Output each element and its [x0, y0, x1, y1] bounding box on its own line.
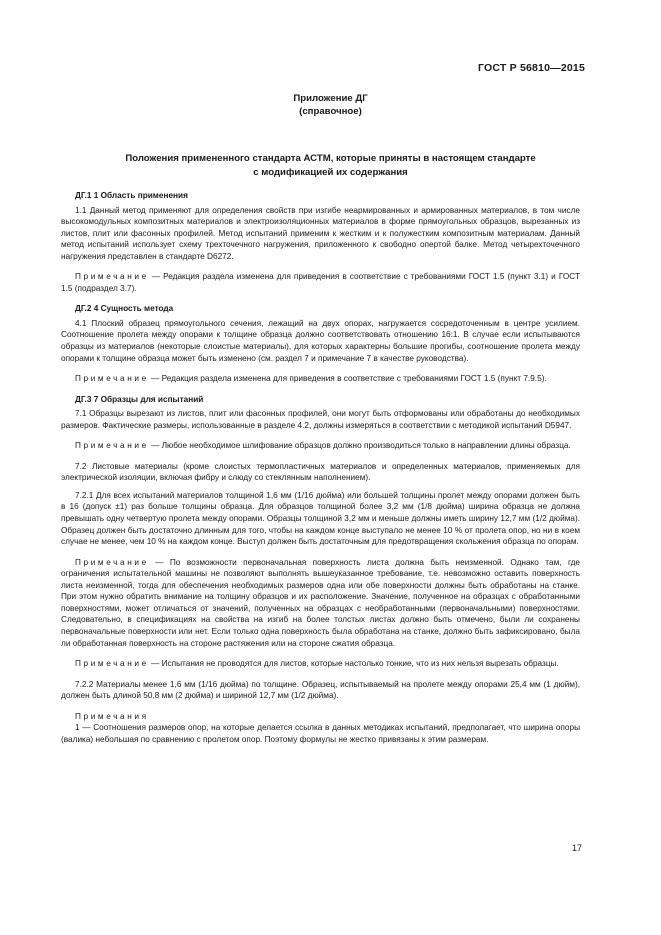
note-label: Примечание	[75, 557, 149, 567]
page-number: 17	[571, 843, 582, 853]
paragraph: 7.2.1 Для всех испытаний материалов толщиной 1,6 мм (1/16 дюйма) или большей толщины пролет между опорами должен быть в 16 (допуск ±1) раз больше толщины образца. Для образцов толщиной более 3,2 мм (1/8 дюйма) ширина образца не должна превышать одну четвертую пролета между опорами. Образцы толщиной 3,2 мм и меньше должны иметь ширину 12,7 мм (1/2 дюйма). Образец должен быть достаточно длинным для того, чтобы на каждом конце выступало не менее 10 % от пролета опор, но ни в коем случае не менее, чем 10 % на каждом конце. Выступ должен быть достаточным для предотвращения скольжения образца по опорам.	[61, 490, 580, 547]
note	[61, 658, 580, 670]
appendix-label: Приложение ДГ	[293, 93, 368, 104]
notes-heading: Примечания	[75, 711, 149, 721]
note-label: Примечание	[75, 272, 149, 282]
note-label: Примечание	[75, 374, 149, 384]
note	[61, 557, 580, 649]
note-label: Примечание	[75, 441, 149, 451]
section-heading: ДГ.1 1 Область применения	[75, 191, 188, 200]
note-label: Примечание	[75, 659, 149, 669]
note-text: — Испытания не проводятся для листов, которые настолько тонкие, что из них нельзя вырезать образцы.	[148, 659, 559, 669]
document-code: ГОСТ Р 56810—2015	[477, 62, 585, 74]
appendix-heading	[0, 92, 661, 118]
note	[61, 271, 580, 294]
document-body	[61, 190, 580, 745]
paragraph: 1.1 Данный метод применяют для определения свойств при изгибе неармированных и армированных материалов, в том числе высокомодульных композитных материалов и электроизоляционных материалов в форме прямоугольных образцов, вырезанных из листов, плит или фасонных профилей. Метод испытаний применим к жестким и к полужестким композитным материалам. Данный метод испытаний использует схему трехточечного нагружения, приложенного к свободно опертой балке. Метод четырехточечного нагружения представлен в стандарте D6272.	[61, 205, 580, 261]
paragraph: 7.2.2 Материалы менее 1,6 мм (1/16 дюйма) по толщине. Образец, испытываемый на пролете между опорами 25,4 мм (1 дюйм), должен быть длиной 50,8 мм (2 дюйма) и шириной 12,7 мм (1/2 дюйма).	[61, 679, 580, 701]
section-heading: ДГ.2 4 Сущность метода	[75, 304, 174, 314]
title-line-1: Положения примененного стандарта АСТМ, которые приняты в настоящем стандарте	[125, 153, 536, 164]
paragraph: 7.1 Образцы вырезают из листов, плит или фасонных профилей, они могут быть отформованы или обработаны до необходимых размеров. Фактические размеры, использованные в разделе 4.2, должны измеряться в соответствии с методикой испытаний D5947.	[61, 409, 580, 430]
note-text: — По возможности первоначальная поверхность листа должна быть неизменной. Однако там, где ограничения испытательной машины не позволяют выполнять вышеуказанное требование, т.е. невозможно оставить поверхность листа неизменной, тогда для обеспечения необходимых размеров одна или обе поверхности должны быть обработаны на станке. При этом нужно обратить внимание на толщину образцов и их расположение. Значение, полученное на образцах с обработанными поверхностями, может отличаться от значений, полученных на образцах с необработанными (первоначальными) поверхностями. Следовательно, в спецификациях на свойства на изгиб на более толстых листах должно быть отмечено, были ли сохранены первоначальные поверхности или нет. Если только одна поверхность была обработана на станке, должно быть зафиксировано, была ли обработанная поверхность на стороне растяжения или на стороне сжатия образца.	[61, 557, 580, 648]
paragraph: 4.1 Плоский образец прямоугольного сечения, лежащий на двух опорах, нагружается сосредоточенным в центре усилием. Соотношение пролета между опорами к толщине образца должно соответствовать отношению 16:1. В случае если испытываются образцы из материалов (некоторые слоистые материалы), для которых характерны большие прогибы, соотношение пролета между опорами к толщине образца может быть изменено (см. раздел 7 и примечание 7 в качестве руководства).	[61, 318, 580, 363]
note-item: 1 — Соотношения размеров опор, на которые делается ссылка в данных методиках испытаний, предполагает, что ширина опоры (валика) небольшая по сравнению с пролетом опор. Поэтому формулы не жестко привязаны к этим размерам.	[61, 723, 580, 744]
note	[61, 373, 580, 385]
note-text: — Редакция раздела изменена для приведения в соответствие с требованиями ГОСТ 1.5 (пункт 7.9.5).	[148, 374, 547, 384]
document-title	[62, 152, 599, 180]
paragraph: 7.2 Листовые материалы (кроме слоистых термопластичных материалов и определенных материалов, применяемых для электрической изоляции, включая фибру и слюду со стеклянным наполнением).	[61, 461, 580, 483]
note-text: — Редакция раздела изменена для приведения в соответствие с требованиями ГОСТ 1.5 (пункт 3.1) и ГОСТ 1.5 (подраздел 3.7).	[61, 272, 580, 293]
appendix-sublabel: (справочное)	[299, 106, 362, 117]
section-heading: ДГ.3 7 Образцы для испытаний	[75, 394, 204, 404]
title-line-2: с модификацией их содержания	[253, 167, 408, 178]
note	[61, 440, 580, 452]
note-text: — Любое необходимое шлифование образцов должно производиться только в направлении длины образца.	[148, 441, 571, 451]
